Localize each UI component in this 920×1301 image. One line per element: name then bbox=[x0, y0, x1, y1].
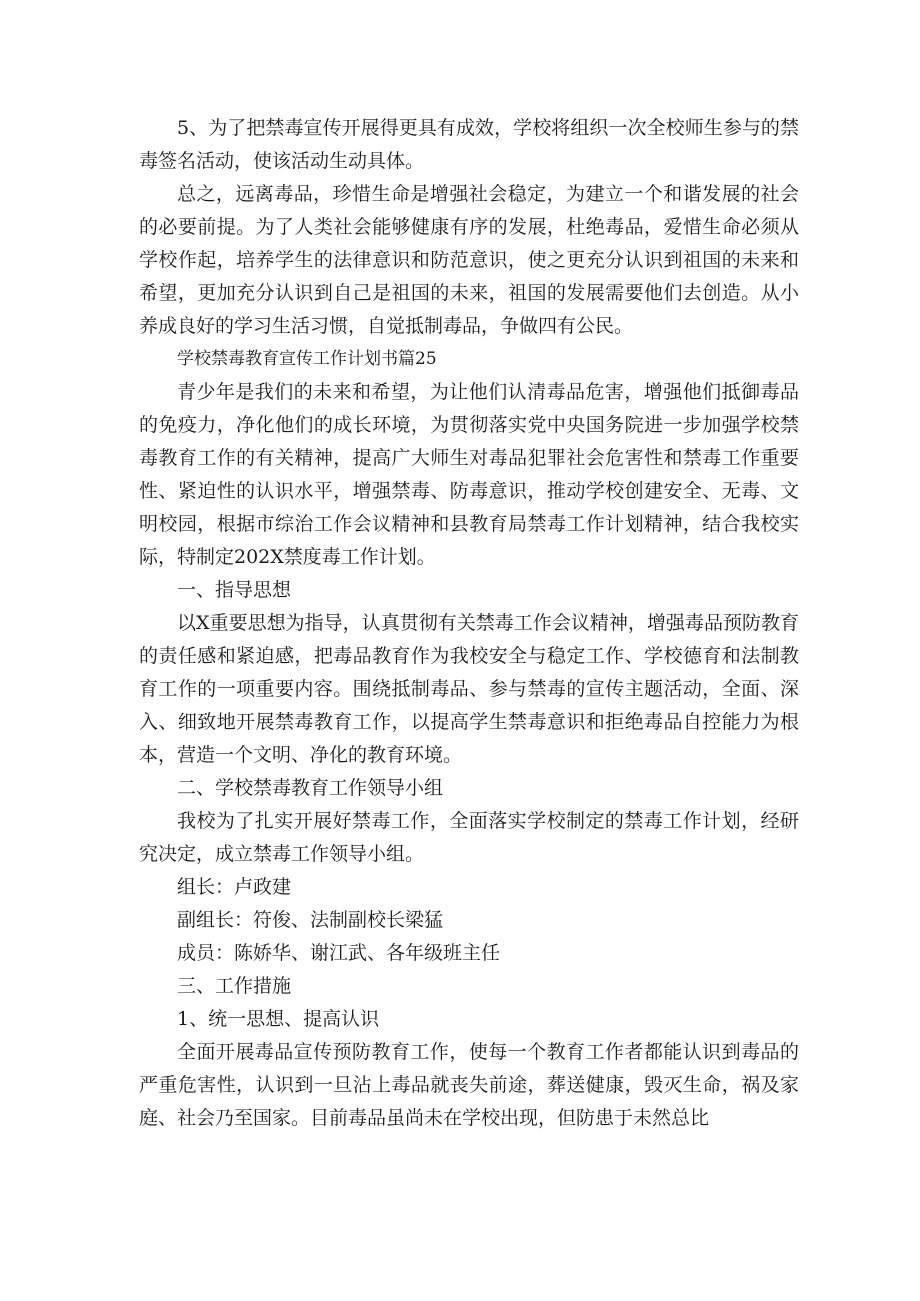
heading-leadership-group: 二、学校禁毒教育工作领导小组 bbox=[177, 777, 444, 799]
paragraph-leadership-group: 我校为了扎实开展好禁毒工作，全面落实学校制定的禁毒工作计划，经研究决定，成立禁毒工作领导小组。 bbox=[139, 810, 799, 865]
paragraph-conclusion: 总之，远离毒品，珍惜生命是增强社会稳定，为建立一个和谐发展的社会的必要前提。为了人类社会能够健康有序的发展，杜绝毒品，爱惜生命必须从学校作起，培养学生的法律意识和防范意识，使之更充分认识到祖国的未来和希望，更加充分认识到自己是祖国的未来，祖国的发展需要他们去创造。从小养成良好的学习生活习惯，自觉抵制毒品，争做四有公民。 bbox=[139, 183, 799, 337]
heading-work-measures: 三、工作措施 bbox=[177, 975, 292, 997]
paragraph-unify-thinking: 全面开展毒品宣传预防教育工作，使每一个教育工作者都能认识到毒品的严重危害性，认识到一旦沾上毒品就丧失前途，葬送健康，毁灭生命，祸及家庭、社会乃至国家。目前毒品虽尚未在学校出现，但防患于未然总比 bbox=[139, 1041, 799, 1129]
paragraph-introduction: 青少年是我们的未来和希望，为让他们认清毒品危害，增强他们抵御毒品的免疫力，净化他们的成长环境，为贯彻落实党中央国务院进一步加强学校禁毒教育工作的有关精神，提高广大师生对毒品犯罪社会危害性和禁毒工作重要性、紧迫性的认识水平，增强禁毒、防毒意识，推动学校创建安全、无毒、文明校园，根据市综治工作会议精神和县教育局禁毒工作计划精神，结合我校实际，特制定202X禁度毒工作计划。 bbox=[139, 381, 799, 568]
paragraph-guiding-ideology: 以X重要思想为指导，认真贯彻有关禁毒工作会议精神，增强毒品预防教育的责任感和紧迫感，把毒品教育作为我校安全与稳定工作、学校德育和法制教育工作的一项重要内容。围绕抵制毒品、参与禁毒的宣传主题活动，全面、深入、细致地开展禁毒教育工作，以提高学生禁毒意识和拒绝毒品自控能力为根本，营造一个文明、净化的教育环境。 bbox=[139, 612, 799, 766]
paragraph-signature-activity: 5、为了把禁毒宣传开展得更具有成效，学校将组织一次全校师生参与的禁毒签名活动，使该活动生动具体。 bbox=[139, 117, 799, 172]
members-line: 成员：陈娇华、谢江武、各年级班主任 bbox=[177, 942, 501, 964]
heading-guiding-ideology: 一、指导思想 bbox=[177, 579, 292, 601]
document-page bbox=[139, 112, 799, 1135]
subheading-unify-thinking: 1、统一思想、提高认识 bbox=[177, 1008, 380, 1030]
section-title-plan-25: 学校禁毒教育宣传工作计划书篇25 bbox=[177, 349, 437, 369]
deputy-leader-line: 副组长：符俊、法制副校长梁猛 bbox=[177, 909, 444, 931]
leader-line: 组长：卢政建 bbox=[177, 876, 292, 898]
